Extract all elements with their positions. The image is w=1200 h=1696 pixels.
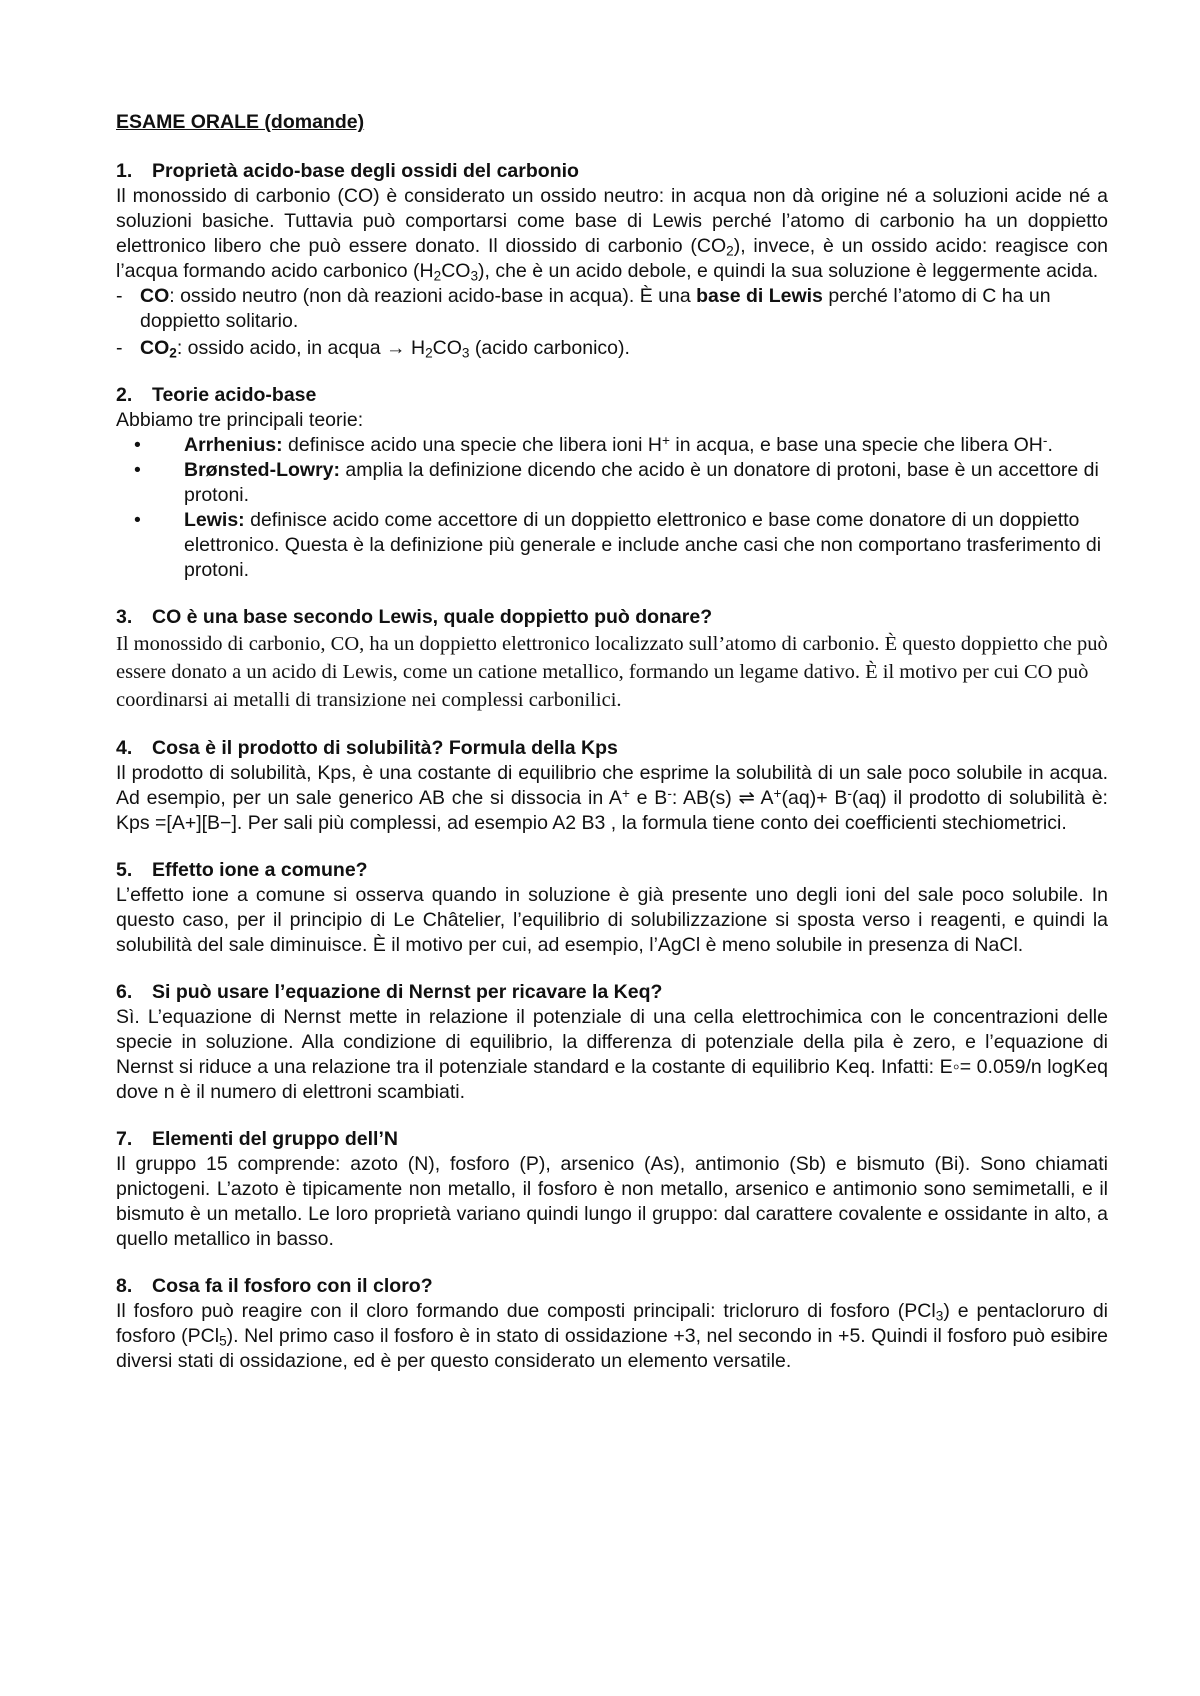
question-title: Proprietà acido-base degli ossidi del carbonio [152,160,579,182]
question-number: 6. [116,981,133,1003]
question-heading [116,1274,1108,1299]
answer-paragraph: Sì. L’equazione di Nernst mette in relazione il potenziale di una cella elettrochimica con le concentrazioni delle specie in soluzione. Alla condizione di equilibrio, la differenza di potenziale della pila è zero, e l’equazione di Nernst si riduce a una relazione tra il potenziale standard e la costante di equilibrio Keq. Infatti: E◦= 0.059/n logKeq dove n è il numero di elettroni scambiati. [116,1006,1108,1103]
bullet-mark: • [134,434,141,456]
dash-mark: - [116,337,123,359]
dash-mark: - [116,285,123,307]
bullet-mark: • [134,509,141,531]
question-heading [116,1127,1108,1152]
question-5 [116,858,1108,958]
question-title: Si può usare l’equazione di Nernst per ricavare la Keq? [152,981,663,1003]
question-number: 5. [116,859,133,881]
question-title: CO è una base secondo Lewis, quale doppietto può donare? [152,606,713,628]
question-number: 4. [116,737,133,759]
question-number: 3. [116,606,133,628]
question-title: Teorie acido-base [152,384,317,406]
answer-paragraph: Il fosforo può reagire con il cloro formando due composti principali: tricloruro di fosforo (PCl$_3$) e pentacloruro di fosforo (PCl$_5$). Nel primo caso il fosforo è in stato di ossidazione +3, nel secondo in +5. Quindi il fosforo può esibire diversi stati di ossidazione, ed è per questo considerato un elemento versatile. [116,1300,1109,1372]
question-title: Elementi del gruppo dell’N [152,1128,398,1150]
question-heading [116,383,1108,408]
list-item: • Lewis: definisce acido come accettore di un doppietto elettronico e base come donatore di un doppietto elettronico. Questa è la definizione più generale e include anche casi che non comportano trasferimento di protoni. [134,509,1102,581]
question-8 [116,1274,1108,1374]
list-item: - CO: ossido neutro (non dà reazioni acido-base in acqua). È una base di Lewis perché l’atomo di C ha un doppietto solitario. [116,285,1051,332]
question-heading [116,736,1108,761]
question-7 [116,1127,1108,1252]
question-heading [116,858,1108,883]
list-item: - $CO_2$: ossido acido, in acqua → $H_2CO_3$ (acido carbonico). [116,337,630,361]
question-title: Effetto ione a comune? [152,859,368,881]
answer-paragraph: Il monossido di carbonio (CO) è considerato un ossido neutro: in acqua non dà origine né a soluzioni acide né a soluzioni basiche. Tuttavia può comportarsi come base di Lewis perché l’atomo di carbonio ha un doppietto elettronico libero che può essere donato. Il diossido di carbonio $(CO_2)$, invece, è un ossido acido: reagisce con l’acqua formando acido carbonico $(H_2CO_3)$, che è un acido debole, e quindi la sua soluzione è leggermente acida. [116,185,1109,284]
answer-paragraph: L’effetto ione a comune si osserva quando in soluzione è già presente uno degli ioni del sale poco solubile. In questo caso, per il principio di Le Châtelier, l’equilibrio di solubilizzazione si sposta verso i reagenti, e quindi la solubilità del sale diminuisce. È il motivo per cui, ad esempio, l’AgCl è meno solubile in presenza di NaCl. [116,884,1108,956]
bullet-list [116,433,1108,583]
question-heading [116,980,1108,1005]
question-3 [116,605,1108,714]
answer-paragraph: Il gruppo 15 comprende: azoto (N), fosforo (P), arsenico (As), antimonio (Sb) e bismuto (Bi). Sono chiamati pnictogeni. L’azoto è tipicamente non metallo, il fosforo è non metallo, arsenico e antimonio sono semimetalli, e il bismuto è un metallo. Le loro proprietà variano quindi lungo il gruppo: dal carattere covalente e ossidante in alto, a quello metallico in basso. [116,1153,1108,1250]
dash-list [116,284,1108,361]
question-number: 7. [116,1128,133,1150]
question-number: 1. [116,160,133,182]
question-title: Cosa fa il fosforo con il cloro? [152,1275,433,1297]
question-heading [116,159,1108,184]
question-title: Cosa è il prodotto di solubilità? Formula della Kps [152,737,618,759]
list-item: • Arrhenius: definisce acido una specie che libera ioni H+ in acqua, e base una specie che libera OH-. [134,432,1053,456]
answer-paragraph: Abbiamo tre principali teorie: [116,409,364,431]
question-6 [116,980,1108,1105]
list-item: • Brønsted-Lowry: amplia la definizione dicendo che acido è un donatore di protoni, base è un accettore di protoni. [134,459,1099,506]
question-2 [116,383,1108,583]
question-number: 8. [116,1275,133,1297]
bullet-mark: • [134,459,141,481]
answer-paragraph: Il monossido di carbonio, CO, ha un doppietto elettronico localizzato sull’atomo di carbonio. È questo doppietto che può essere donato a un acido di Lewis, come un catione metallico, formando un legame dativo. È il motivo per cui CO può coordinarsi ai metalli di transizione nei complessi carbonilici. [116,633,1108,711]
page-title: ESAME ORALE (domande) [116,111,365,133]
question-1 [116,159,1108,361]
question-4 [116,736,1108,836]
question-heading [116,605,1108,630]
question-number: 2. [116,384,133,406]
answer-paragraph: Il prodotto di solubilità, Kps, è una costante di equilibrio che esprime la solubilità di un sale poco solubile in acqua. Ad esempio, per un sale generico AB che si dissocia in A+ e B-: AB(s) ⇌ A+(aq)+ B-(aq) il prodotto di solubilità è: Kps =[A+][B−]. Per sali più complessi, ad esempio A2 B3 , la formula tiene conto dei coefficienti stechiometrici. [116,762,1108,834]
